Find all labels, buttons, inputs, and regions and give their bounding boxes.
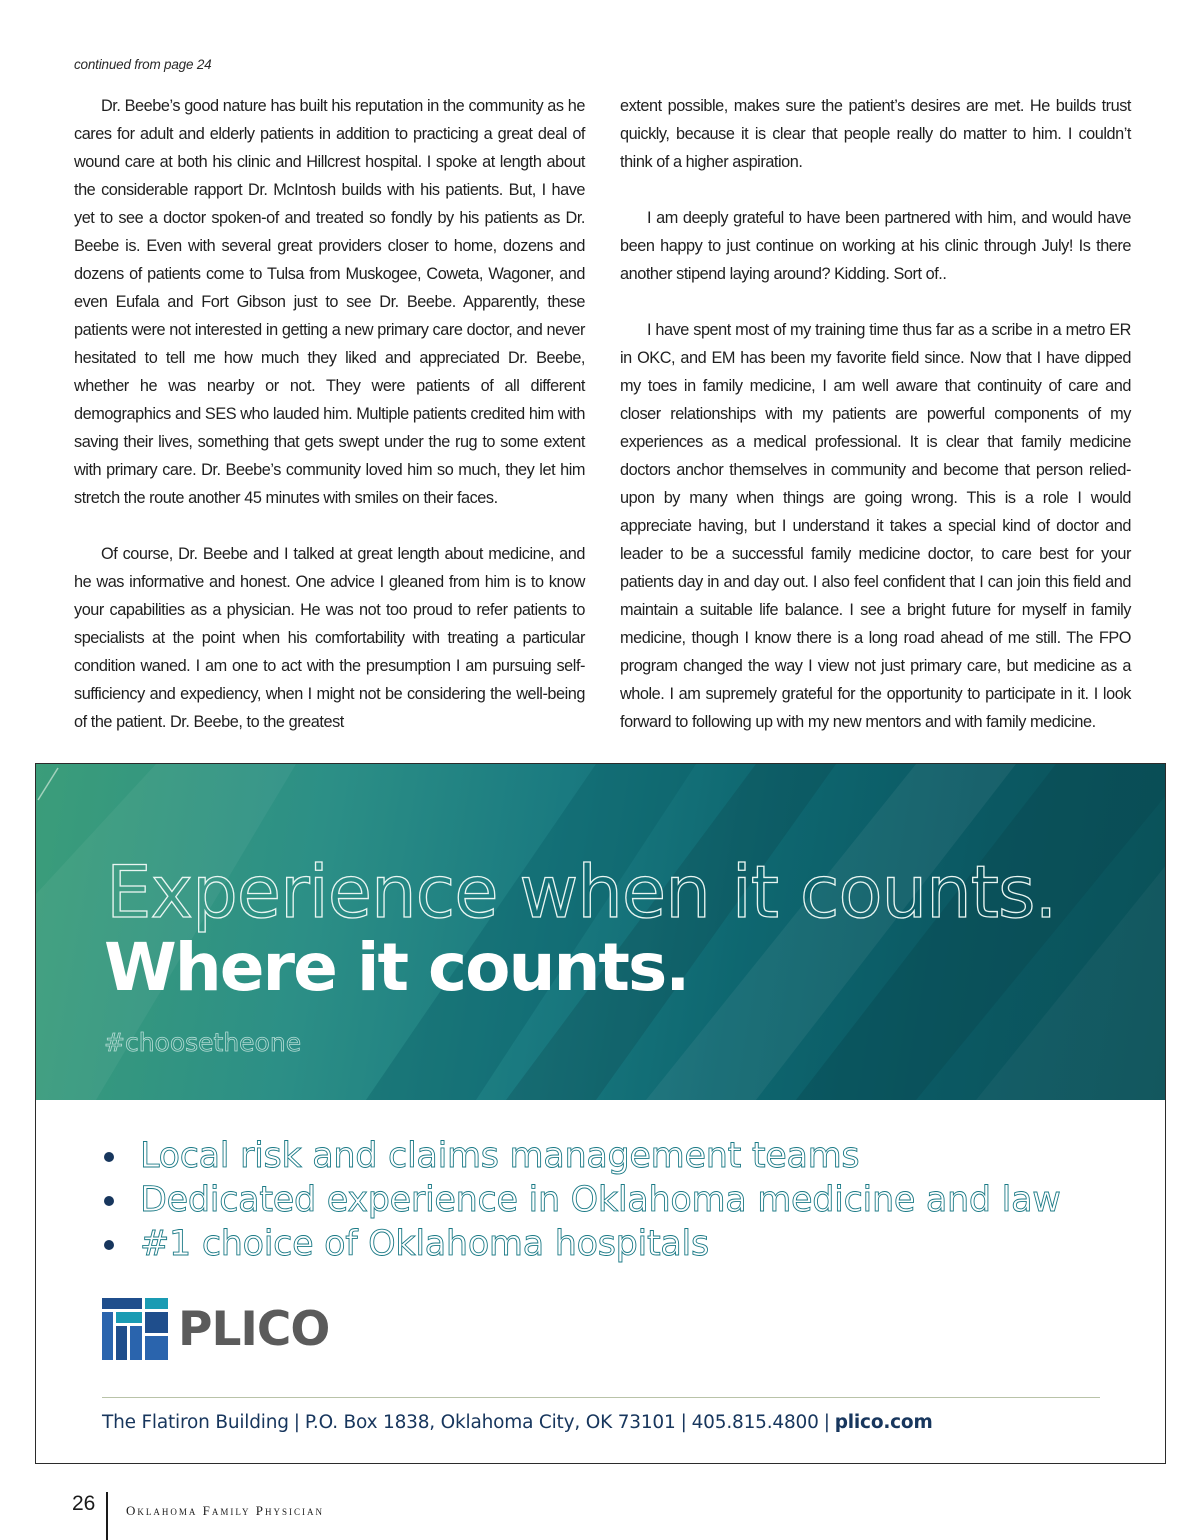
ad-address: P.O. Box 1838, Oklahoma City, OK 73101 [304, 1412, 676, 1433]
article-column-right [620, 92, 1131, 764]
article-paragraph: Dr. Beebe’s good nature has built his reputation in the community as he cares for adult and elderly patients in addition to practicing a great deal of wound care at both his clinic and Hillcrest hospital. I spoke at length about the considerable rapport Dr. McIntosh builds with his patients. But, I have yet to see a doctor spoken-of and treated so fondly by his patients as Dr. Beebe is. Even with several great providers closer to home, dozens and dozens of patients come to Tulsa from Muskogee, Coweta, Wagoner, and even Eufala and Fort Gibson just to see Dr. Beebe. Apparently, these patients were not interested in getting a new primary care doctor, and never hesitated to tell me how much they liked and appreciated Dr. Beebe, whether he was nearby or not. They were patients of all different demographics and SES who lauded him. Multiple patients credited him with saving their lives, something that gets swept under the rug to some extent with primary care. Dr. Beebe’s community loved him so much, they let him stretch the route another 45 minutes with smiles on their faces. [74, 97, 585, 507]
ad-banner [36, 764, 1165, 1100]
ad-bullet-text: #1 choice of Oklahoma hospitals [140, 1224, 709, 1264]
ad-bullet-text: Local risk and claims management teams [140, 1136, 860, 1176]
plico-logo-wordmark: PLICO [178, 1302, 330, 1357]
ad-website-link[interactable]: plico.com [834, 1412, 933, 1433]
plico-logo [102, 1296, 342, 1366]
article-column-left [74, 92, 585, 764]
ad-divider [102, 1397, 1100, 1398]
ad-phone: 405.815.4800 [691, 1412, 819, 1433]
article-paragraph: I have spent most of my training time thus far as a scribe in a metro ER in OKC, and EM has been my favorite field since. Now that I have dipped my toes in family medicine, I am well aware that continuity of care and closer relationships with my patients are powerful components of my experiences as a medical professional. It is clear that family medicine doctors anchor themselves in community and become that person relied-upon by many when things are going wrong. This is a role I would appreciate having, but I understand it takes a special kind of doctor and leader to be a successful family medicine doctor, to care best for your patients day in and day out. I also feel confident that I can join this field and maintain a suitable life balance. I see a bright future for myself in family medicine, though I know there is a long road ahead of me still. The FPO program changed the way I view not just primary care, but medicine as a whole. I am supremely grateful for the opportunity to participate in it. I look forward to following up with my new mentors and with family medicine. [620, 321, 1131, 731]
ad-contact-line [102, 1412, 933, 1433]
publication-title: Oklahoma Family Physician [126, 1503, 324, 1518]
article-paragraph: extent possible, makes sure the patient’s desires are met. He builds trust quickly, because it is clear that people really do matter to him. I couldn’t think of a higher aspiration. [620, 97, 1131, 171]
separator: | [680, 1412, 687, 1433]
page-number: 26 [72, 1492, 96, 1515]
ad-bullet-item [102, 1178, 1061, 1222]
article-paragraph: I am deeply grateful to have been partnered with him, and would have been happy to just continue on working at his clinic through July! Is there another stipend laying around? Kidding. Sort of.. [620, 209, 1131, 283]
ad-hashtag: #choosetheone [104, 1028, 302, 1057]
bullet-dot-icon [104, 1152, 114, 1162]
ad-building: The Flatiron Building [102, 1412, 289, 1433]
bullet-dot-icon [104, 1240, 114, 1250]
continued-note: continued from page 24 [74, 57, 212, 72]
ad-headline-outline: Experience when it counts. [106, 850, 1057, 934]
ad-bullet-item [102, 1222, 1061, 1266]
plico-advertisement [35, 763, 1166, 1464]
separator: | [823, 1412, 830, 1433]
ad-headline-bold: Where it counts. [104, 929, 689, 1006]
ad-bullet-list [102, 1134, 1061, 1266]
ad-bullet-text: Dedicated experience in Oklahoma medicine and law [140, 1180, 1061, 1220]
footer-divider [106, 1492, 108, 1540]
article-paragraph: Of course, Dr. Beebe and I talked at great length about medicine, and he was informative and honest. One advice I gleaned from him is to know your capabilities as a physician. He was not too proud to refer patients to specialists at the point when his comfortability with treating a particular condition waned. I am one to act with the presumption I am pursuing self-sufficiency and expediency, when I might not be considering the well-being of the patient. Dr. Beebe, to the greatest [74, 545, 585, 731]
ad-bullet-item [102, 1134, 1061, 1178]
plico-logo-mark-icon [102, 1296, 168, 1362]
bullet-dot-icon [104, 1196, 114, 1206]
separator: | [293, 1412, 300, 1433]
